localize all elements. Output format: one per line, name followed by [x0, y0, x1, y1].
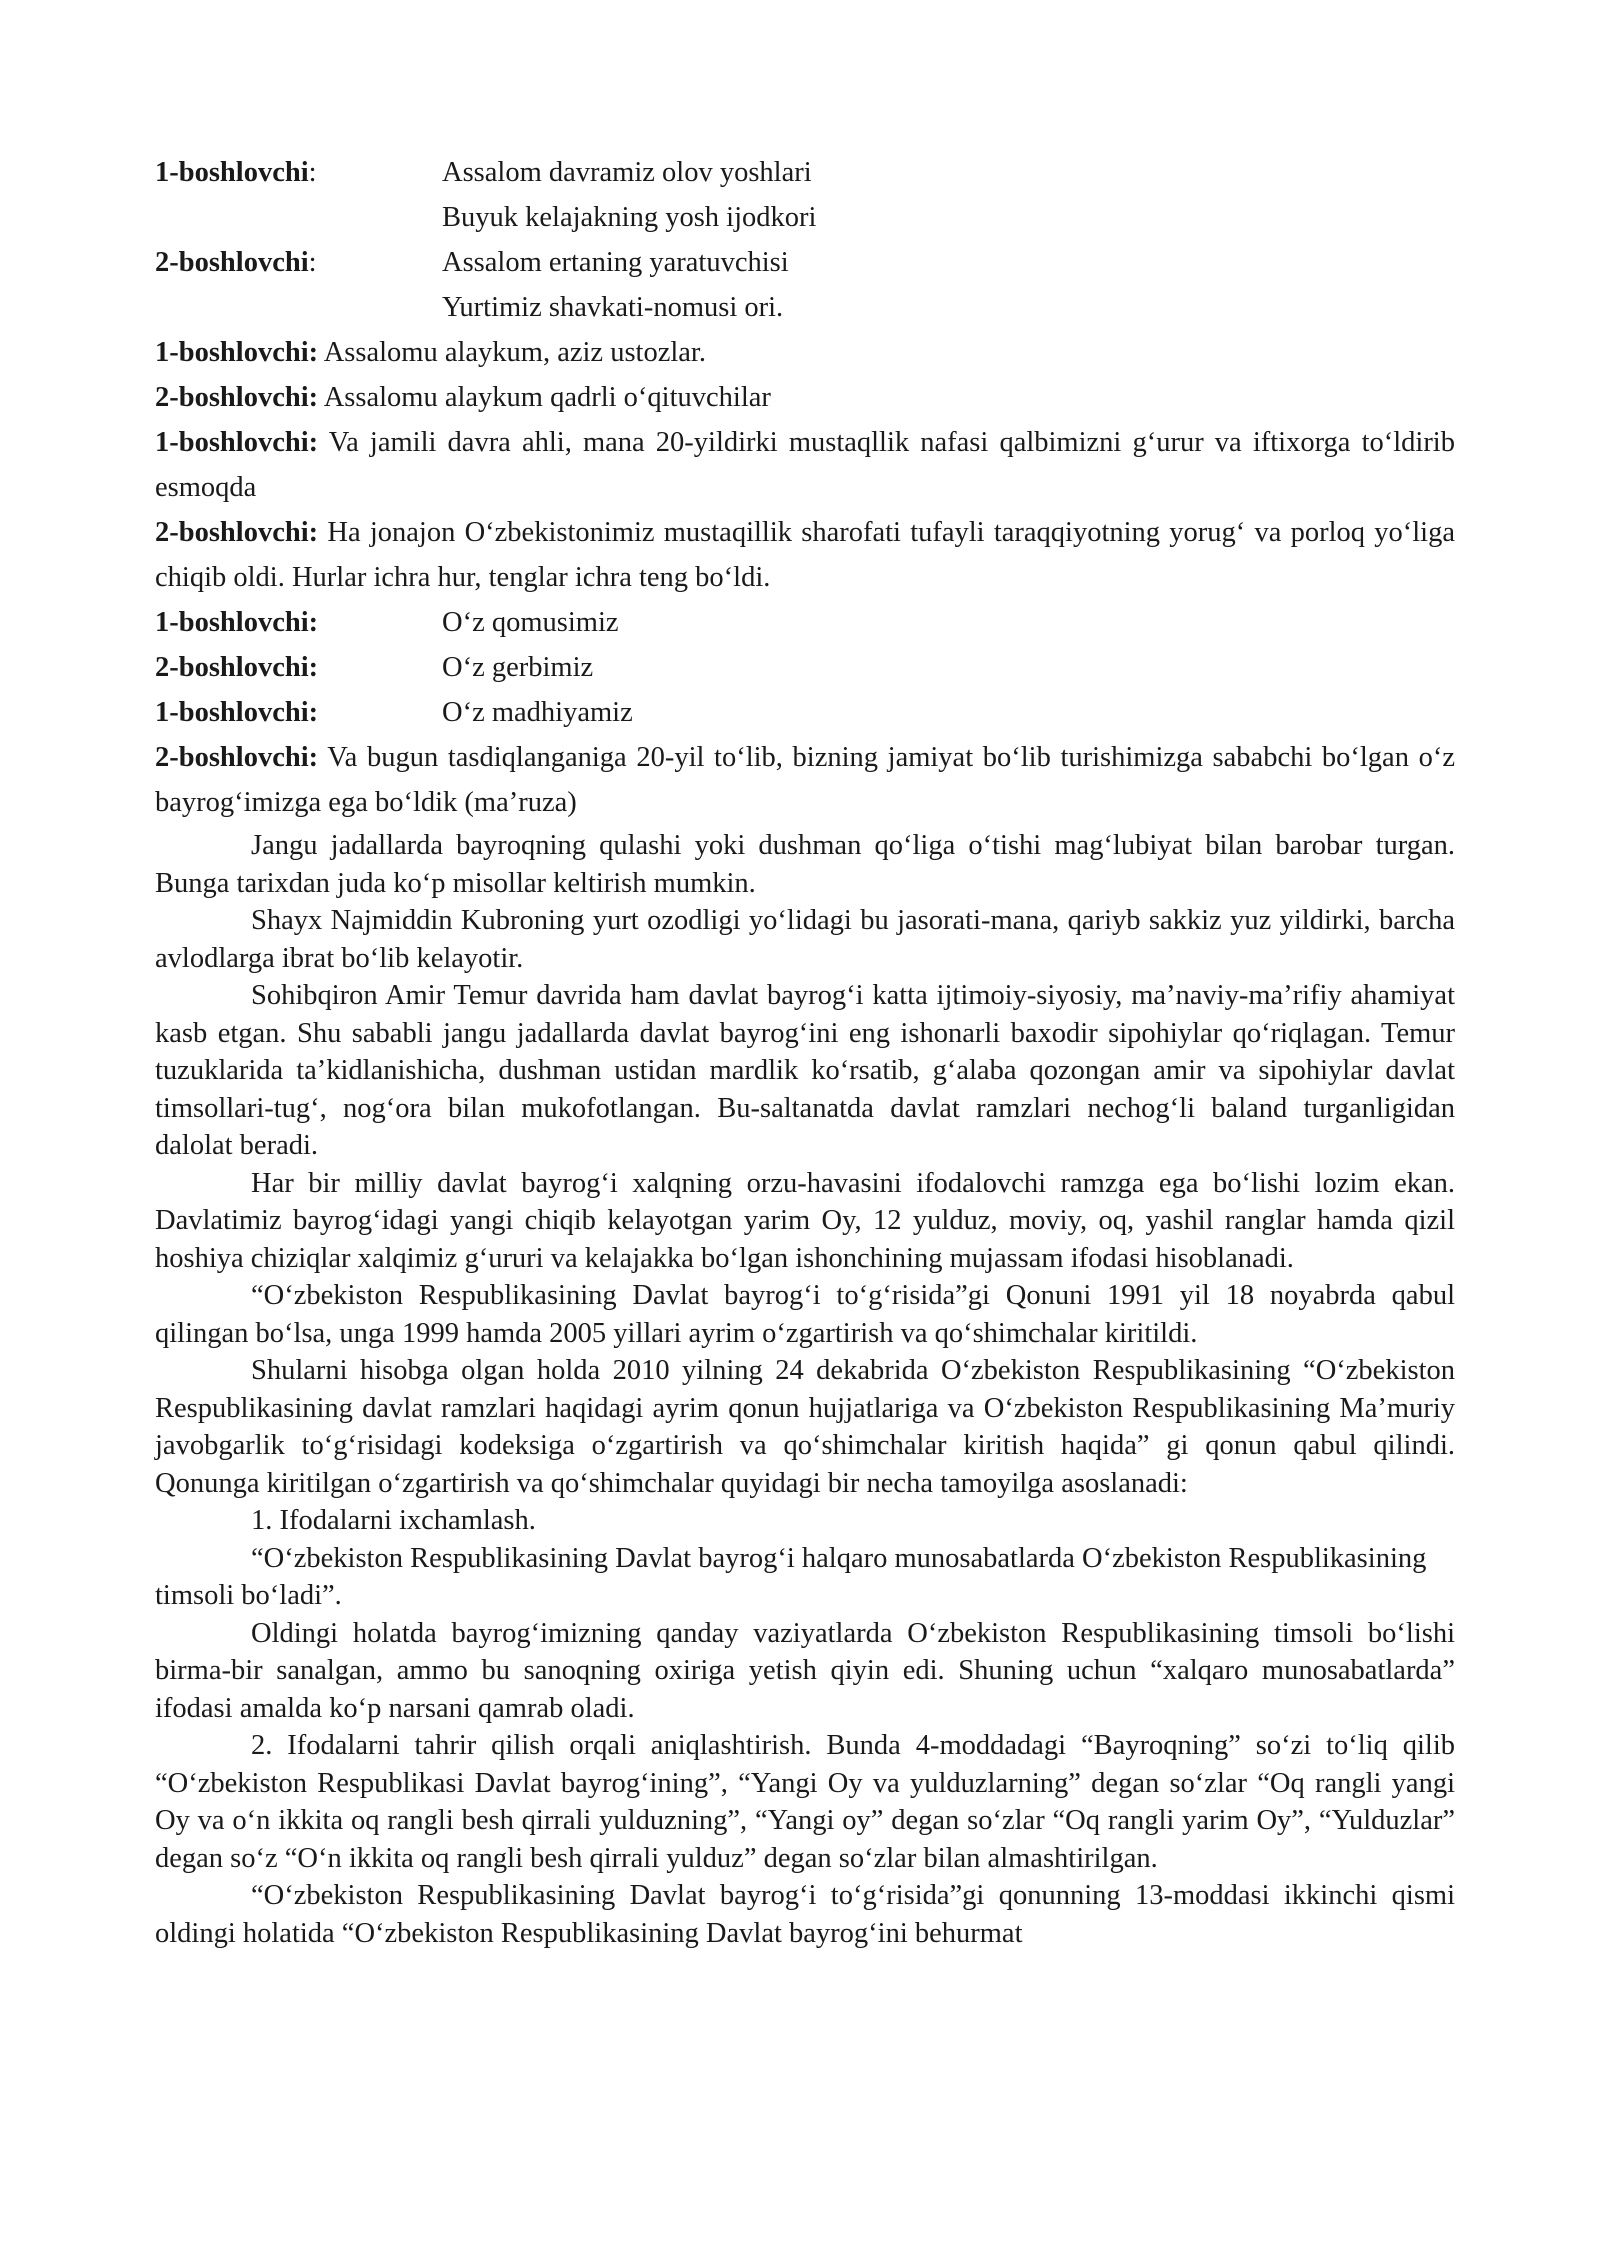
dialogue-line — [155, 690, 1455, 735]
speaker-label: 1-boshlovchi: — [155, 697, 319, 728]
paragraph: 2. Ifodalarni tahrir qilish orqali aniqlashtirish. Bunda 4-moddadagi “Bayroqning” so‘zi to‘liq qilib “O‘zbekiston Respublikasi Davlat bayrog‘ining”, “Yangi Oy va yulduzlarning” degan so‘zlar “Oq rangli yangi Oy va o‘n ikkita oq rangli besh qirrali yulduzning”, “Yangi oy” degan so‘zlar “Oq rangli yarim Oy”, “Yulduzlar” degan so‘z “O‘n ikkita oq rangli besh qirrali yulduz” degan so‘zlar bilan almashtirilgan. — [155, 1730, 1455, 1874]
dialogue-text: Assalom davramiz olov yoshlari — [442, 157, 812, 188]
speaker-label: 2-boshlovchi: — [155, 382, 319, 413]
dialogue-text: Assalomu alaykum qadrli o‘qituvchilar — [323, 382, 771, 413]
dialogue-line — [155, 510, 1455, 600]
dialogue-text: O‘z qomusimiz — [442, 607, 619, 638]
dialogue-line — [155, 330, 1455, 375]
paragraph: Har bir milliy davlat bayrog‘i xalqning orzu-havasini ifodalovchi ramzga ega bo‘lishi lozim ekan. Davlatimiz bayrog‘idagi yangi chiqib kelayotgan yarim Oy, 12 yulduz, moviy, oq, yashil ranglar hamda qizil hoshiya chiziqlar xalqimiz g‘ururi va kelajakka bo‘lgan ishonchining mujassam ifodasi hisoblanadi. — [155, 1167, 1455, 1274]
speaker-label: 2-boshlovchi: — [155, 247, 317, 278]
dialogue-text: Ha jonajon O‘zbekistonimiz mustaqillik sharofati tufayli taraqqiyotning yorug‘ va porloq yo‘liga chiqib oldi. Hurlar ichra hur, tenglar ichra teng bo‘ldi. — [155, 517, 1456, 593]
dialogue-text: Va jamili davra ahli, mana 20-yildirki mustaqllik nafasi qalbimizni g‘urur va iftixorga to‘ldirib esmoqda — [155, 427, 1455, 503]
dialogue-line — [155, 150, 1455, 195]
speaker-label: 2-boshlovchi: — [155, 742, 319, 773]
paragraph: Shularni hisobga olgan holda 2010 yilning 24 dekabrida O‘zbekiston Respublikasining “O‘zbekiston Respublikasining davlat ramzlari haqidagi ayrim qonun hujjatlariga va O‘zbekiston Respublikasining Ma’muriy javobgarlik to‘g‘risidagi kodeksiga o‘zgartirish va qo‘shimchalar kiritish haqida” gi qonun qabul qilindi. Qonunga kiritilgan o‘zgartirish va qo‘shimchalar quyidagi bir necha tamoyilga asoslanadi: — [155, 1355, 1455, 1499]
dialogue-line — [155, 645, 1455, 690]
document-page — [155, 150, 1455, 1952]
body-text — [155, 827, 1455, 1952]
dialogue-line — [155, 240, 1455, 285]
dialogue-text: Assalom ertaning yaratuvchisi — [442, 247, 789, 278]
list-item: 1. Ifodalarni ixchamlash. — [251, 1505, 536, 1536]
dialogue-text: O‘z gerbimiz — [442, 652, 594, 683]
dialogue-line — [155, 735, 1455, 825]
speaker-label: 1-boshlovchi: — [155, 337, 319, 368]
speaker-label: 2-boshlovchi: — [155, 517, 319, 548]
speaker-label: 1-boshlovchi: — [155, 427, 319, 458]
speaker-label: 1-boshlovchi: — [155, 157, 317, 188]
paragraph: Oldingi holatda bayrog‘imizning qanday vaziyatlarda O‘zbekiston Respublikasining timsoli bo‘lishi birma-bir sanalgan, ammo bu sanoqning oxiriga yetish qiyin edi. Shuning uchun “xalqaro munosabatlarda” ifodasi amalda ko‘p narsani qamrab oladi. — [155, 1617, 1455, 1724]
dialogue-line — [155, 375, 1455, 420]
dialogue-section — [155, 150, 1455, 825]
paragraph: “O‘zbekiston Respublikasining Davlat bayrog‘i to‘g‘risida”gi qonunning 13-moddasi ikkinchi qismi oldingi holatida “O‘zbekiston Respublikasining Davlat bayrog‘ini behurmat — [155, 1880, 1455, 1949]
dialogue-text: Yurtimiz shavkati-nomusi ori. — [442, 292, 784, 323]
dialogue-text: Va bugun tasdiqlanganiga 20-yil to‘lib, bizning jamiyat bo‘lib turishimizga sababchi bo‘lgan o‘z bayrog‘imizga ega bo‘ldik (ma’ruza) — [155, 742, 1455, 818]
speaker-label: 2-boshlovchi: — [155, 652, 319, 683]
dialogue-text: Assalomu alaykum, aziz ustozlar. — [323, 337, 706, 368]
dialogue-line — [155, 600, 1455, 645]
paragraph: “O‘zbekiston Respublikasining Davlat bayrog‘i halqaro munosabatlarda O‘zbekiston Respublikasining timsoli bo‘ladi”. — [155, 1542, 1427, 1611]
paragraph: Sohibqiron Amir Temur davrida ham davlat bayrog‘i katta ijtimoiy-siyosiy, ma’naviy-ma’rifiy ahamiyat kasb etgan. Shu sababli jangu jadallarda davlat bayrog‘ini eng ishonarli baxodir sipohiylar qo‘riqlagan. Temur tuzuklarida ta’kidlanishicha, dushman ustidan mardlik ko‘rsatib, g‘alaba qozongan amir va sipohiylar davlat timsollari-tug‘, nog‘ora bilan mukofotlangan. Bu-saltanatda davlat ramzlari nechog‘li baland turganligidan dalolat beradi. — [155, 980, 1455, 1161]
dialogue-text: O‘z madhiyamiz — [442, 697, 633, 728]
dialogue-line — [155, 420, 1455, 510]
paragraph: “O‘zbekiston Respublikasining Davlat bayrog‘i to‘g‘risida”gi Qonuni 1991 yil 18 noyabrda qabul qilingan bo‘lsa, unga 1999 hamda 2005 yillari ayrim o‘zgartirish va qo‘shimchalar kiritildi. — [155, 1280, 1455, 1349]
paragraph: Jangu jadallarda bayroqning qulashi yoki dushman qo‘liga o‘tishi mag‘lubiyat bilan barobar turgan. Bunga tarixdan juda ko‘p misollar keltirish mumkin. — [155, 830, 1455, 899]
speaker-label: 1-boshlovchi: — [155, 607, 319, 638]
paragraph: Shayx Najmiddin Kubroning yurt ozodligi yo‘lidagi bu jasorati-mana, qariyb sakkiz yuz yildirki, barcha avlodlarga ibrat bo‘lib kelayotir. — [155, 905, 1455, 974]
dialogue-text: Buyuk kelajakning yosh ijodkori — [442, 202, 817, 233]
